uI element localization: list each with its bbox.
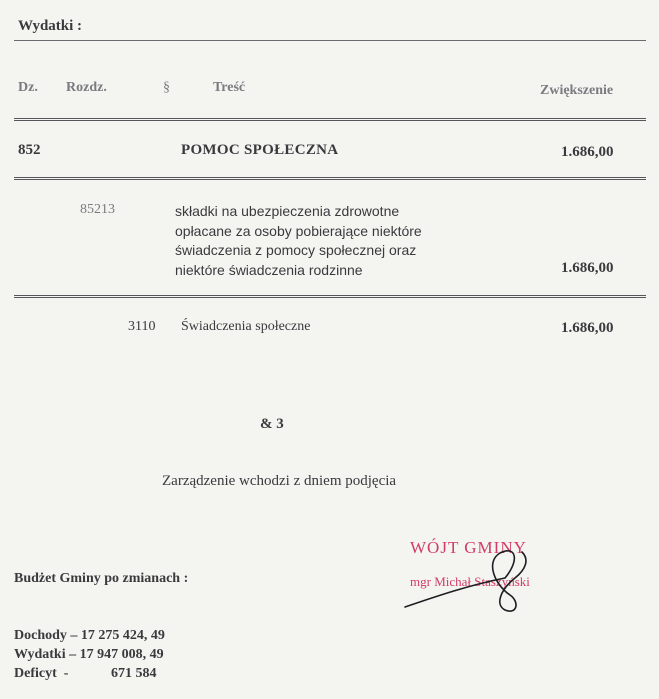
section-title: Wydatki : (18, 18, 83, 34)
row-paragraph: 3110 (128, 319, 156, 334)
budget-deficyt-value: 671 584 (111, 666, 157, 681)
stamp-title: WÓJT GMINY (410, 538, 527, 557)
budget-heading: Budżet Gminy po zmianach : (14, 571, 189, 586)
budget-wydatki: Wydatki – 17 947 008, 49 (14, 647, 164, 662)
row-dz: 852 (18, 142, 41, 158)
column-header-zwiekszenie: Zwiększenie (540, 83, 614, 98)
final-statement: Zarządzenie wchodzi z dniem podjęcia (162, 473, 397, 489)
row-tresc-line: składki na ubezpieczenia zdrowotne (175, 203, 400, 219)
column-header-dz: Dz. (18, 80, 38, 95)
row-amount: 1.686,00 (561, 144, 614, 160)
row-tresc: POMOC SPOŁECZNA (181, 142, 339, 158)
section-number: & 3 (260, 416, 284, 432)
stamp-name: mgr Michał Staszyński (410, 574, 530, 589)
row-tresc-line: niektóre świadczenia rodzinne (175, 261, 363, 278)
column-header-paragraph: § (163, 80, 170, 95)
row-tresc-line: świadczenia z pomocy społecznej oraz (175, 242, 417, 258)
row-tresc-line: opłacane za osoby pobierające niektóre (175, 222, 422, 239)
column-header-tresc: Treść (213, 80, 246, 95)
budget-deficyt-label: Deficyt - (14, 666, 69, 681)
row-tresc: Świadczenia społeczne (181, 319, 311, 334)
column-header-rozdz: Rozdz. (66, 80, 107, 95)
row-amount: 1.686,00 (561, 320, 614, 336)
row-amount: 1.686,00 (561, 260, 614, 276)
budget-dochody: Dochody – 17 275 424, 49 (14, 628, 165, 643)
row-rozdz: 85213 (80, 202, 115, 217)
